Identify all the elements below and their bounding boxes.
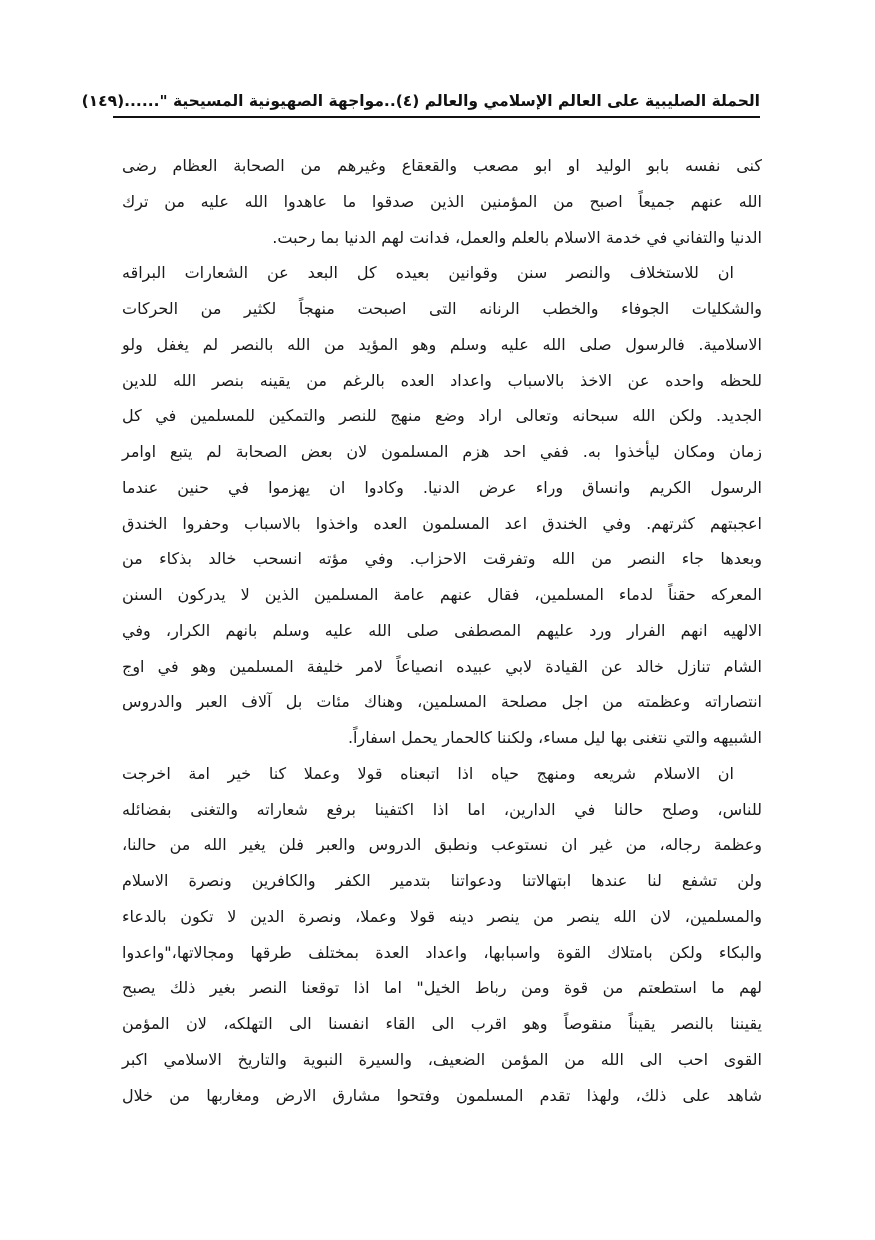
text-line: للناس، وصلح حالنا في الدارين، اما اذا اكتفينا برفع شعاراته والتغنى بفضائله bbox=[122, 799, 762, 819]
text-line: الجديد. ولكن الله سبحانه وتعالى اراد وضع منهج للنصر والتمكين للمسلمين في كل bbox=[122, 406, 762, 426]
text-line: القوى احب الى الله من المؤمن الضعيف، والسيرة النبوية والتاريخ الاسلامي اكبر bbox=[122, 1049, 762, 1069]
header-rule bbox=[113, 116, 760, 118]
text-line: وعظمة رجاله، من غير ان نستوعب ونطبق الدروس والعبر فلن يغير الله من حالنا، bbox=[122, 835, 762, 855]
body-text bbox=[122, 148, 762, 1113]
text-line: ولن تشفع لنا عندها ابتهالاتنا ودعواتنا بتدمير الكفر والكافرين ونصرة الاسلام bbox=[122, 871, 762, 890]
text-line: الشبيهه والتي نتغنى بها ليل مساء، ولكننا كالحمار يحمل اسفاراً. bbox=[347, 728, 762, 747]
text-line: وبعدها جاء النصر من الله وتفرقت الاحزاب. وفي مؤته انسحب خالد بذكاء من bbox=[122, 549, 762, 569]
text-line: انتصاراته وعظمته من اجل مصلحة المسلمين، وهناك مئات بل آلاف العبر والدروس bbox=[122, 692, 762, 712]
text-line: ان للاستخلاف والنصر سنن وقوانين بعيده كل البعد عن الشعارات البراقه bbox=[122, 263, 734, 283]
text-line: والمسلمين، لان الله ينصر من ينصر دينه قولا وعملا، ونصرة الدين لا تكون بالدعاء bbox=[122, 906, 762, 926]
text-line: شاهد على ذلك، ولهذا تقدم المسلمون وفتحوا مشارق الارض ومغاربها من خلال bbox=[122, 1085, 762, 1105]
text-line: الدنيا والتفاني في خدمة الاسلام بالعلم والعمل، فدانت لهم الدنيا بما رحبت. bbox=[272, 227, 762, 247]
paragraph bbox=[122, 756, 762, 1114]
text-line: اعجبتهم كثرتهم. وفي الخندق اعد المسلمون العده واخذوا بالاسباب وحفروا الخندق bbox=[122, 513, 762, 533]
text-line: والبكاء ولكن بامتلاك القوة واسبابها، واعداد العدة بمختلف طرقها ومجالاتها،"واعدوا bbox=[122, 942, 762, 962]
text-line: الاسلامية. فالرسول صلى الله عليه وسلم وهو المؤيد من الله بالنصر لم يغفل ولو bbox=[122, 334, 762, 354]
text-line: الالهيه انهم الفرار ورد عليهم المصطفى صلى الله عليه وسلم بانهم الكرار، وفي bbox=[122, 620, 762, 640]
paragraph bbox=[122, 148, 762, 255]
text-line: الرسول الكريم وانساق وراء عرض الدنيا. وكادوا ان يهزموا في حنين عندما bbox=[122, 477, 762, 497]
page-number: (١٤٩) bbox=[81, 92, 125, 110]
text-line: زمان ومكان ليأخذوا به. ففي احد هزم المسلمون لان بعض الصحابة لم يتبع اوامر bbox=[122, 442, 762, 461]
text-line: ان الاسلام شريعه ومنهج حياه اذا اتبعناه قولا وعملا كنا خير امة اخرجت bbox=[122, 763, 734, 783]
text-line: يقيننا بالنصر يقيناً منقوصاً وهو اقرب الى القاء انفسنا الى التهلكه، لان المؤمن bbox=[122, 1014, 762, 1033]
text-line: كنى نفسه بابو الوليد او ابو مصعب والقعقاع وغيرهم من الصحابة العظام رضى bbox=[122, 156, 762, 175]
paragraph bbox=[122, 255, 762, 756]
header-title: الحملة الصليبية على العالم الإسلامي والعالم (٤)..مواجهة الصهيونية المسيحية "...... bbox=[124, 92, 760, 110]
text-line: للحظه واحده عن الاخذ بالاسباب واعداد العده بالرغم من يقينه بنصر الله للدين bbox=[122, 370, 762, 390]
text-line: المعركه حقناً لدماء المسلمين، فقال عنهم عامة المسلمين الذين لا يدركون السنن bbox=[122, 585, 762, 604]
text-line: والشكليات الجوفاء والخطب الرنانه التى اصبحت منهجاً لكثير من الحركات bbox=[122, 299, 762, 318]
running-header bbox=[81, 86, 760, 116]
text-line: الشام تنازل خالد عن القيادة لابي عبيده انصياعاً لامر خليفة المسلمين وهو في اوج bbox=[122, 656, 762, 676]
text-line: لهم ما استطعتم من قوة ومن رباط الخيل" اما اذا توقعنا النصر بغير ذلك يصبح bbox=[122, 978, 762, 998]
text-line: الله عنهم جميعاً اصبح من المؤمنين الذين صدقوا ما عاهدوا الله عليه من ترك bbox=[122, 191, 762, 211]
